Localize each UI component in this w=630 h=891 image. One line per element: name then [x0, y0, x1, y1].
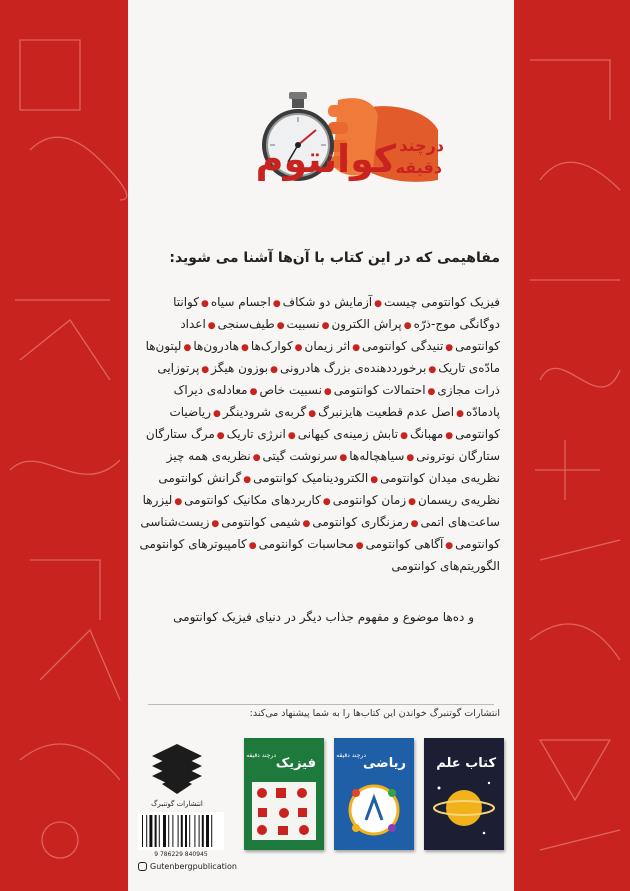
topics-line: [140, 314, 500, 336]
bullet-separator-icon: ●: [374, 299, 382, 309]
cover-left-red-band: [0, 0, 130, 891]
book-title: فیزیک: [275, 756, 316, 771]
topic-item: نظریه‌ی میدان کوانتومی: [380, 471, 500, 485]
topic-item: نسبیت: [286, 317, 320, 331]
brand-title: کوانتوم: [255, 137, 396, 181]
topic-item: طیف‌سنجی: [217, 317, 275, 331]
physics-icons-grid: [244, 738, 324, 850]
bullet-separator-icon: ●: [201, 365, 210, 375]
topic-item: گربه‌ی شرودینگر: [222, 405, 307, 419]
topic-item: پراش الکترون: [331, 317, 402, 331]
bullet-separator-icon: ●: [370, 475, 379, 485]
bullet-separator-icon: ●: [200, 299, 209, 309]
publisher-logo-icon: [142, 736, 212, 806]
divider: [148, 704, 494, 705]
topic-item: محاسبات کوانتومی: [258, 537, 354, 551]
barcode: [138, 812, 224, 850]
bullet-separator-icon: ●: [272, 299, 281, 309]
cover-right-red-band: [512, 0, 630, 891]
brand-subtitle-line2: دقیقه: [395, 158, 442, 177]
topic-item: زیست‌شناسی: [140, 515, 210, 529]
topics-line: [140, 336, 500, 358]
book-title: ریاضی: [363, 756, 406, 771]
topic-item: پادمادّه: [465, 405, 500, 419]
barcode-bar: [181, 815, 183, 847]
topic-item: اصل عدم قطعیت هایزنبرگ: [318, 405, 455, 419]
topic-item: فیزیک کوانتومی چیست: [383, 295, 500, 309]
barcode-bar: [149, 815, 152, 847]
topic-item: هادرون‌ها: [193, 339, 240, 353]
barcode-bar: [159, 815, 160, 847]
bullet-separator-icon: ●: [456, 409, 464, 419]
suggested-book-science: [424, 738, 504, 850]
topic-item: برخورددهنده‌ی بزرگ هادرونی: [279, 361, 427, 375]
topic-item: تابش زمینه‌ی کیهانی: [297, 427, 399, 441]
topic-item: گرانش کوانتومی: [158, 471, 242, 485]
bullet-separator-icon: ●: [445, 343, 454, 353]
bullet-separator-icon: ●: [276, 321, 285, 331]
topic-item: احتمالات کوانتومی: [333, 383, 426, 397]
bullet-separator-icon: ●: [406, 453, 415, 463]
topic-item: کوانتومی: [455, 427, 500, 441]
brand-subtitle-line1: درچند: [399, 136, 444, 155]
topic-item: کوارک‌ها: [250, 339, 293, 353]
topic-item: مرگ ستارگان: [145, 427, 215, 441]
back-cover-panel: [128, 0, 514, 891]
bullet-separator-icon: ●: [216, 431, 225, 441]
topics-line: [140, 468, 500, 490]
topics-line: [140, 490, 500, 512]
barcode-bar: [194, 815, 195, 847]
topics-line: [140, 402, 500, 424]
topic-item: نسبیت خاص: [259, 383, 322, 397]
topic-item: الگوریتم‌های کوانتومی: [391, 559, 500, 573]
topics-line: [140, 512, 500, 534]
topic-item: معادله‌ی دیراک: [173, 383, 248, 397]
bullet-separator-icon: ●: [403, 321, 412, 331]
planet-icon: [424, 738, 504, 850]
topic-item: اثر زیمان: [304, 339, 351, 353]
social-handle: [138, 862, 237, 871]
bullet-separator-icon: ●: [270, 365, 278, 375]
topic-item: کوانتومی: [455, 339, 500, 353]
topic-item: ریاضیات: [169, 405, 212, 419]
topic-item: شیمی کوانتومی: [221, 515, 301, 529]
bullet-separator-icon: ●: [174, 497, 183, 507]
bullet-separator-icon: ●: [321, 321, 330, 331]
barcode-bar: [142, 815, 143, 847]
bullet-separator-icon: ●: [213, 409, 221, 419]
topic-item: ستارگان نوترونی: [416, 449, 500, 463]
topics-list: [140, 292, 500, 576]
topic-item: نظریه‌ی ریسمان: [417, 493, 500, 507]
instagram-icon: [138, 862, 147, 871]
bullet-separator-icon: ●: [308, 409, 317, 419]
bullet-separator-icon: ●: [183, 343, 192, 353]
topic-item: سیاهچاله‌ها: [349, 449, 405, 463]
suggested-book-math: [334, 738, 414, 850]
bullet-separator-icon: ●: [302, 519, 311, 529]
barcode-bar: [172, 815, 173, 847]
topic-item: آزمایش دو شکاف: [282, 295, 373, 309]
topic-item: اعداد: [180, 317, 206, 331]
barcode-bar: [202, 815, 204, 847]
bullet-separator-icon: ●: [410, 519, 419, 529]
bullet-separator-icon: ●: [287, 431, 296, 441]
topic-item: انرژی تاریک: [226, 427, 286, 441]
barcode-bar: [178, 815, 179, 847]
topics-line: [140, 446, 500, 468]
bullet-separator-icon: ●: [339, 453, 348, 463]
barcode-bar: [185, 815, 187, 847]
bullet-separator-icon: ●: [294, 343, 303, 353]
bullet-separator-icon: ●: [207, 321, 216, 331]
book-subtitle: درچند دقیقه: [246, 752, 276, 759]
topic-item: پرتوزایی: [157, 361, 200, 375]
topics-line: [140, 380, 500, 402]
bullet-separator-icon: ●: [445, 431, 454, 441]
barcode-bar: [199, 815, 200, 847]
outro-text: و ده‌ها موضوع و مفهوم جذاب دیگر در دنیای فیزیک کوانتومی: [173, 610, 474, 624]
topics-line: [140, 424, 500, 446]
topics-line: [140, 358, 500, 380]
topic-item: نظریه‌ی همه چیز: [166, 449, 251, 463]
topic-item: ذرات مجازی: [437, 383, 500, 397]
bullet-separator-icon: ●: [408, 497, 416, 507]
topic-item: اجسام سیاه: [210, 295, 271, 309]
topic-item: لپتون‌ها: [145, 339, 182, 353]
bullet-separator-icon: ●: [400, 431, 408, 441]
barcode-bar: [211, 815, 212, 847]
book-title: کتاب علم: [436, 756, 496, 771]
bullet-separator-icon: ●: [445, 541, 454, 551]
topic-item: آگاهی کوانتومی: [365, 537, 444, 551]
topic-item: مادّه‌ی تاریک: [438, 361, 500, 375]
topics-line: [140, 292, 500, 314]
topic-item: کاربردهای مکانیک کوانتومی: [184, 493, 321, 507]
barcode-bar: [206, 815, 209, 847]
topic-item: ساعت‌های اتمی: [420, 515, 500, 529]
topics-line: [140, 534, 500, 556]
barcode-bar: [189, 815, 190, 847]
bullet-separator-icon: ●: [248, 541, 257, 551]
bullet-separator-icon: ●: [243, 475, 252, 485]
topic-item: دوگانگی موج-ذرّه: [413, 317, 500, 331]
topic-item: رمزنگاری کوانتومی: [312, 515, 409, 529]
topic-item: کوانتا: [173, 295, 199, 309]
topic-item: تنیدگی کوانتومی: [362, 339, 444, 353]
topic-item: کوانتومی: [455, 537, 500, 551]
bullet-separator-icon: ●: [323, 387, 332, 397]
book-subtitle: درچند دقیقه: [336, 752, 366, 759]
bullet-separator-icon: ●: [249, 387, 258, 397]
social-handle-text: Gutenbergpublication: [150, 862, 237, 871]
barcode-bar: [155, 815, 157, 847]
bullet-separator-icon: ●: [427, 387, 436, 397]
bullet-separator-icon: ●: [211, 519, 220, 529]
suggested-book-physics: [244, 738, 324, 850]
bullet-separator-icon: ●: [355, 541, 364, 551]
publisher-name: انتشارات گوتنبرگ: [151, 800, 203, 808]
bullet-separator-icon: ●: [428, 365, 437, 375]
bullet-separator-icon: ●: [352, 343, 361, 353]
topic-item: الکترودینامیک کوانتومی: [253, 471, 369, 485]
bullet-separator-icon: ●: [252, 453, 261, 463]
barcode-bar: [146, 815, 147, 847]
topic-item: زمان کوانتومی: [332, 493, 407, 507]
math-circle-icon: [334, 738, 414, 850]
barcode-number: 9 786229 840945: [154, 851, 208, 858]
topics-line: [140, 556, 500, 576]
topic-item: بوزون هیگز: [211, 361, 269, 375]
topic-item: مهبانگ: [409, 427, 444, 441]
intro-text: مفاهیمی که در این کتاب با آن‌ها آشنا می شوید:: [169, 250, 500, 266]
topic-item: کامپیوترهای کوانتومی: [140, 537, 247, 551]
topic-item: لیزرها: [142, 493, 173, 507]
bullet-separator-icon: ●: [322, 497, 331, 507]
suggestion-text: انتشارات گوتنبرگ خواندن این کتاب‌ها را به شما پیشنهاد می‌کند:: [249, 708, 500, 719]
barcode-bar: [163, 815, 166, 847]
barcode-bar: [168, 815, 169, 847]
topic-item: سرنوشت گیتی: [262, 449, 338, 463]
bullet-separator-icon: ●: [241, 343, 249, 353]
